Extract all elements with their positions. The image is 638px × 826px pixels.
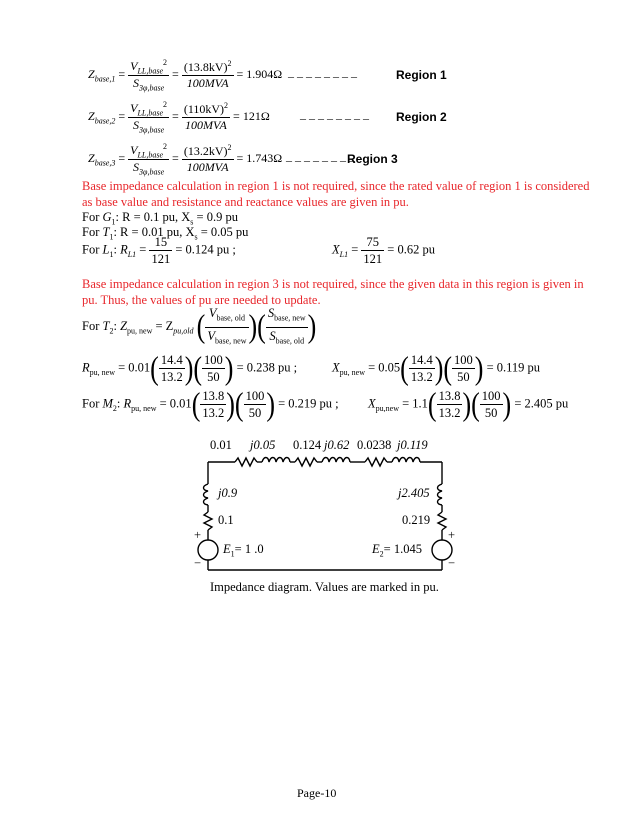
l1-reactance: $X_{L1}$ = $\frac{75}{121}$ = 0.62 pu [332,235,435,266]
label-x-j2405: j2.405 [398,486,430,500]
eq-lhs-sub: base,1 [94,74,116,84]
eq-frac-numeric: $\frac{(13.8kV)^2}{\text{100MVA}}$ [183,59,232,91]
e1-plus: + [194,528,202,542]
eq-result: = 1.904Ω [236,67,283,82]
g1-params: For $G_1$: R = 0.1 pu, $X_s = 0.9$ pu [82,210,238,227]
label-r-01: 0.1 [218,513,234,527]
eq-frac-numeric: $\frac{(13.2kV)^2}{\text{100MVA}}$ [183,143,232,175]
resistor-01 [204,512,212,530]
t1-params: For $T_1$: R = 0.01 pu, $X_s = 0.05$ pu [82,225,249,242]
eq-lhs: Z [88,67,95,82]
eq-dashes: – – – – – – – – [286,153,355,167]
resistor-00238 [365,458,387,466]
eq-base-region1: $Z_{base,1}$ = $\frac{V_{LL,base}^2}{S_{3\varphi,base}}$ = $\frac{(13.8kV)^2}{\text{100MVA}}$ = 1.904Ω [88,58,283,93]
note-region3-line2: pu. Thus, the values of pu are needed to update. [82,293,321,307]
eq-frac-numeric: $\frac{(110kV)^2}{\text{100MVA}}$ [183,101,229,133]
label-r-001: 0.01 [210,438,232,452]
eq-dashes: – – – – – – – – [300,111,369,125]
label-x-j062: j0.62 [324,438,350,452]
region-2-label: Region 2 [396,110,447,124]
resistor-001 [235,458,257,466]
inductor-j0119 [392,458,420,463]
resistor-0219 [438,512,446,530]
eq-frac-symbolic: $\frac{V_{LL,base}^2}{S_{3\varphi,base}}$ [130,142,168,177]
note-region1-line1: Base impedance calculation in region 1 is not required, since the rated value of region 1 is considered [82,179,590,193]
eq-frac-symbolic: $\frac{V_{LL,base}^2}{S_{3\varphi,base}}$ [130,100,168,135]
inductor-j062 [322,458,350,463]
inductor-j2405 [438,484,443,505]
m2-resistance: For $M_2$: $R_{pu, new} = 0.01$( $\frac{13.8}{13.2}$ )( $\frac{100}{50}$ ) = 0.219 pu ; [82,385,339,422]
note-region3-line1: Base impedance calculation in region 3 is not required, since the given data in this region is given in [82,277,584,291]
impedance-diagram [190,432,460,622]
t2-formula: For $T_2$: $Z_{pu, new} = Z_{pu,old}$ ( $\frac{V_{base, old}}{V_{base, new}}$ )( $\frac{S_{base, new}}{S_{base, old}}$ ) [82,305,316,349]
eq-frac-symbolic: $\frac{V_{LL,base}^2}{S_{3\varphi,base}}$ [130,58,168,93]
inductor-j09 [204,484,209,505]
label-e1: $E_1= 1$ .0 [223,542,264,559]
t2-reactance: $X_{pu, new} = 0.05$( $\frac{14.4}{13.2}$ )( $\frac{100}{50}$ ) = 0.119 pu [332,349,541,386]
eq-dashes: – – – – – – – – [288,69,357,83]
t2-resistance: $R_{pu, new} = 0.01$( $\frac{14.4}{13.2}$ )( $\frac{100}{50}$ ) = 0.238 pu ; [82,349,298,386]
eq-base-region3: $Z_{base,3}$ = $\frac{V_{LL,base}^2}{S_{3\varphi,base}}$ = $\frac{(13.2kV)^2}{\text{100MVA}}$ = 1.743Ω [88,142,283,177]
inductor-j005 [262,458,290,463]
label-x-j005: j0.05 [250,438,276,452]
e1-minus: − [194,556,202,570]
diagram-caption: Impedance diagram. Values are marked in pu. [210,580,439,594]
e2-minus: − [448,556,456,570]
resistor-0124 [295,458,317,466]
label-r-00238: 0.0238 [357,438,392,452]
label-x-j0119: j0.119 [397,438,428,452]
label-r-0124: 0.124 [293,438,322,452]
label-r-0219: 0.219 [402,513,431,527]
label-e2: $E_2= 1.045$ [372,542,422,559]
region-3-label: Region 3 [347,152,398,166]
note-region1-line2: as base value and resistance and reactance values are given in pu. [82,195,409,209]
l1-params: For $L_1$: $R_{L1}$ = $\frac{15}{121}$ = 0.124 pu ; [82,235,236,266]
label-x-j09: j0.9 [218,486,238,500]
region-1-label: Region 1 [396,68,447,82]
m2-reactance: $X_{pu,new} = 1.1$( $\frac{13.8}{13.2}$ )( $\frac{100}{50}$ ) = 2.405 pu [368,385,569,422]
eq-base-region2: $Z_{base,2}$ = $\frac{V_{LL,base}^2}{S_{3\varphi,base}}$ = $\frac{(110kV)^2}{\text{100MVA}}$ = 121Ω [88,100,270,135]
impedance-diagram-svg [190,432,460,582]
e2-plus: + [448,528,456,542]
page-number: Page-10 [297,786,337,800]
